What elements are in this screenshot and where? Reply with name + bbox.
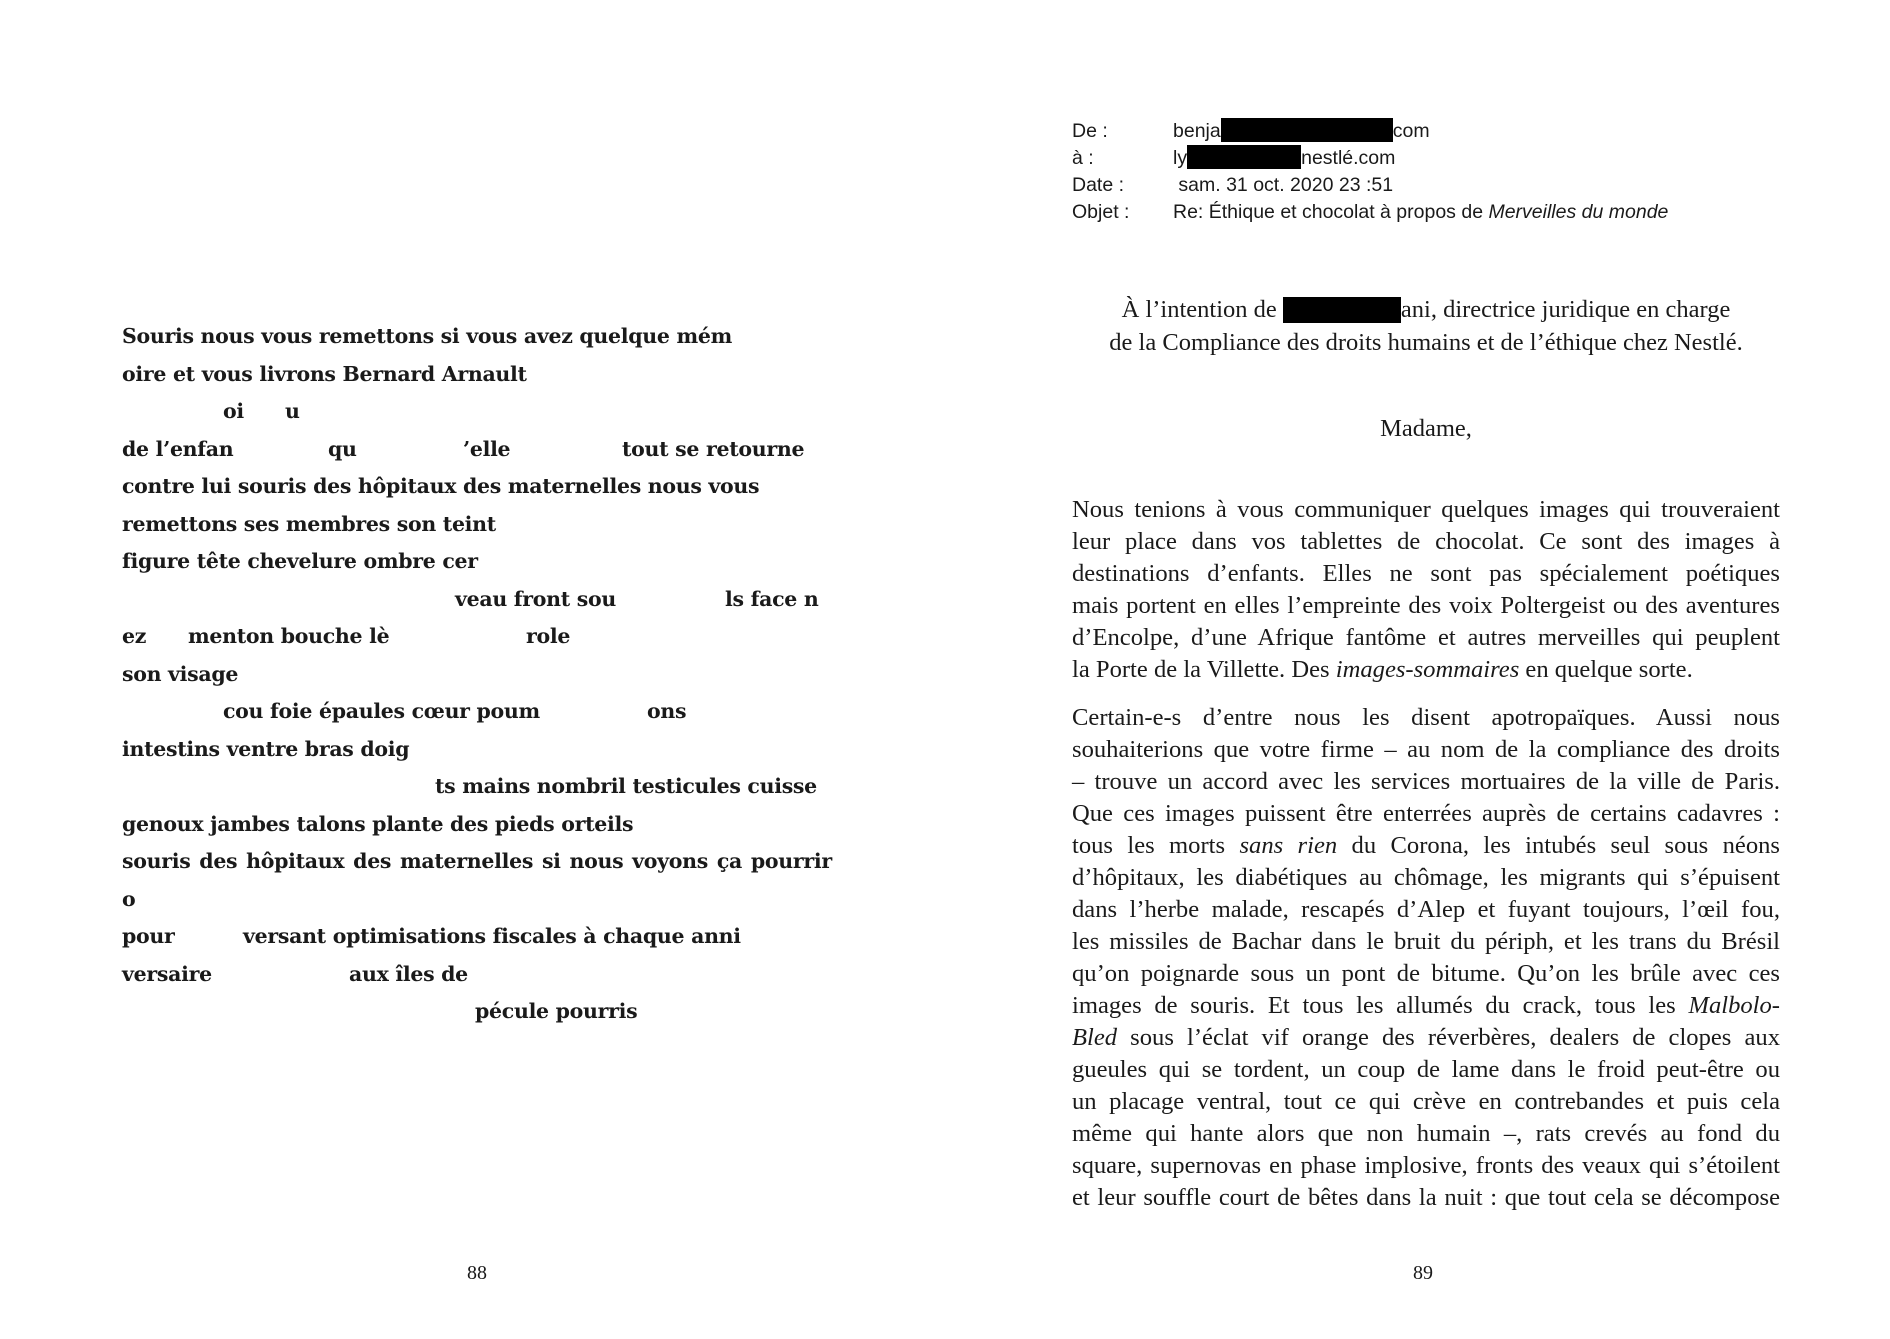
subject-label: Objet : [1072, 201, 1130, 223]
text-line: mais portent en elles l’empreinte des voix Poltergeist ou des aventures [1072, 592, 1780, 619]
poem-fragment: genoux jambes talons plante des pieds orteils [122, 811, 634, 836]
poem-fragment: o [122, 886, 136, 911]
text-line: d’hôpitaux, les diabétiques au chômage, les migrants qui s’épuisent [1072, 864, 1780, 891]
salutation: Madame, [1380, 415, 1472, 442]
poem-line [122, 993, 862, 1031]
text-line: même qui hante alors que non humain –, rats crevés au fond du [1072, 1120, 1780, 1147]
poem-line [122, 768, 862, 806]
text-line: dans l’herbe malade, rescapés d’Alep et fuyant toujours, l’œil fou, [1072, 896, 1780, 923]
poem-fragment: remettons ses membres son teint [122, 511, 496, 536]
poem-line [122, 881, 862, 919]
poem-line [122, 543, 862, 581]
italic-text: Malbolo- [1688, 992, 1780, 1019]
italic-text: images-sommaires [1335, 656, 1520, 683]
address-line-1-after: ani, directrice juridique en charge [1400, 296, 1731, 323]
text-segment: tous les morts [1072, 832, 1240, 859]
poem-line [122, 356, 862, 394]
redaction-bar [1221, 118, 1393, 142]
poem-fragment: de l’enfan [122, 436, 234, 461]
text-line: square, supernovas en phase implosive, fronts des veaux qui s’étoilent [1072, 1152, 1780, 1179]
poem-line [122, 431, 862, 469]
poem-line [122, 506, 862, 544]
address-line-2: de la Compliance des droits humains et de l’éthique chez Nestlé. [1109, 329, 1743, 356]
text-line: Nous tenions à vous communiquer quelques images qui trouveraient [1072, 496, 1780, 523]
paragraph-2 [1072, 702, 1780, 1214]
poem-fragment: oire et vous livrons Bernard Arnault [122, 361, 527, 386]
poem-fragment: ons [647, 699, 687, 723]
from-prefix: benja [1173, 120, 1221, 142]
paragraph-1 [1072, 494, 1780, 686]
poem-line [122, 806, 862, 844]
date-label: Date : [1072, 174, 1125, 196]
poem-fragment: qu [328, 436, 357, 461]
poem-fragment: ls face n [725, 586, 819, 611]
poem-line [122, 468, 862, 506]
poem-line [122, 656, 862, 694]
poem-fragment: Souris nous vous remettons si vous avez quelque mém [122, 324, 733, 348]
text-line: un placage ventral, tout ce qui crève en contrebandes et puis cela [1072, 1088, 1780, 1115]
poem-fragment: souris des hôpitaux des maternelles si nous voyons ça pourrir [122, 849, 832, 873]
subject-prefix: Re: Éthique et chocolat à propos de [1173, 201, 1489, 223]
text-line: Certain-e-s d’entre nous les disent apotropaïques. Aussi nous [1072, 704, 1780, 731]
italic-text: Bled [1072, 1024, 1118, 1051]
text-line [1072, 830, 1780, 862]
email-from-row [1072, 118, 1430, 145]
text-line: qu’on poignarde sous un pont de bitume. Qu’on les brûle avec ces [1072, 960, 1780, 987]
page-number-right: 89 [1413, 1262, 1433, 1284]
text-line: d’Encolpe, d’une Afrique fantôme et autres merveilles qui peuplent [1072, 624, 1780, 651]
email-to-row [1072, 145, 1396, 172]
text-line: et leur souffle court de bêtes dans la nuit : que tout cela se décompose [1072, 1184, 1780, 1211]
poem-fragment: versaire [122, 961, 212, 986]
text-line: leur place dans vos tablettes de chocolat. Ce sont des images à [1072, 528, 1780, 555]
redaction-bar [1187, 145, 1301, 169]
to-value [1173, 145, 1395, 172]
text-line: les missiles de Bachar dans le bruit du périph, et les trans du Brésil [1072, 928, 1780, 955]
redaction-bar [1283, 297, 1401, 323]
poem-line [122, 956, 862, 994]
poem-line [122, 393, 862, 431]
text-line: souhaiterions que votre firme – au nom de la compliance des droits [1072, 736, 1780, 763]
poem-fragment: ez [122, 624, 147, 648]
subject-italic: Merveilles du monde [1488, 201, 1669, 223]
poem-line [122, 318, 862, 356]
poem [122, 318, 862, 1031]
to-label: à : [1072, 147, 1094, 169]
text-line [1072, 1022, 1780, 1054]
poem-line [122, 581, 862, 619]
page-number-left: 88 [467, 1262, 487, 1284]
address-line-1 [1072, 293, 1780, 326]
poem-fragment: figure tête chevelure ombre cer [122, 549, 478, 573]
to-suffix: nestlé.com [1301, 147, 1396, 169]
from-suffix: com [1392, 120, 1430, 142]
poem-fragment: cou foie épaules cœur poum [223, 699, 540, 723]
text-line: – trouve un accord avec les services mortuaires de la ville de Paris. [1072, 768, 1780, 795]
email-header [1072, 118, 1669, 226]
address-block [1072, 293, 1780, 359]
subject-value [1173, 199, 1668, 226]
poem-fragment: pour [122, 924, 175, 948]
text-segment: sous l’éclat vif orange des réverbères, dealers de clopes aux [1117, 1024, 1780, 1051]
text-segment: images de souris. Et tous les allumés du crack, tous les [1072, 992, 1689, 1019]
poem-line [122, 693, 862, 731]
poem-fragment: pécule pourris [475, 999, 638, 1023]
poem-line [122, 918, 862, 956]
poem-fragment: aux îles de [349, 961, 468, 986]
date-value: sam. 31 oct. 2020 23 :51 [1173, 174, 1394, 196]
text-line: Que ces images puissent être enterrées auprès de certains cadavres : [1072, 800, 1780, 827]
text-line [1072, 654, 1780, 686]
email-date-row [1072, 172, 1394, 199]
poem-fragment: u [285, 399, 300, 423]
poem-line [122, 618, 862, 656]
text-line [1072, 990, 1780, 1022]
from-label: De : [1072, 120, 1108, 142]
poem-fragment: menton bouche lè [188, 624, 390, 648]
poem-fragment: ’elle [463, 436, 511, 461]
from-value [1173, 118, 1430, 145]
poem-fragment: contre lui souris des hôpitaux des maternelles nous vous [122, 474, 760, 498]
poem-fragment: veau front sou [455, 586, 617, 611]
poem-fragment: versant optimisations fiscales à chaque anni [243, 924, 741, 948]
poem-line [122, 843, 862, 881]
poem-fragment: tout se retourne [622, 436, 805, 461]
poem-fragment: role [526, 624, 571, 648]
text-segment: du Corona, les intubés seul sous néons [1337, 832, 1780, 859]
right-page [945, 0, 1890, 1339]
text-line: gueules qui se tordent, un coup de lame dans le froid peut-être ou [1072, 1056, 1780, 1083]
poem-fragment: oi [223, 399, 244, 423]
text-segment: la Porte de la Villette. Des [1072, 656, 1336, 683]
italic-text: sans rien [1239, 832, 1338, 859]
address-line-1-before: À l’intention de [1121, 296, 1283, 323]
to-prefix: ly [1173, 147, 1188, 169]
poem-fragment: intestins ventre bras doig [122, 736, 410, 761]
text-segment: en quelque sorte. [1519, 656, 1693, 683]
poem-line [122, 731, 862, 769]
poem-fragment: ts mains nombril testicules cuisse [435, 774, 817, 798]
poem-fragment: son visage [122, 661, 239, 686]
text-line: destinations d’enfants. Elles ne sont pas spécialement poétiques [1072, 560, 1780, 587]
email-subject-row [1072, 199, 1669, 226]
